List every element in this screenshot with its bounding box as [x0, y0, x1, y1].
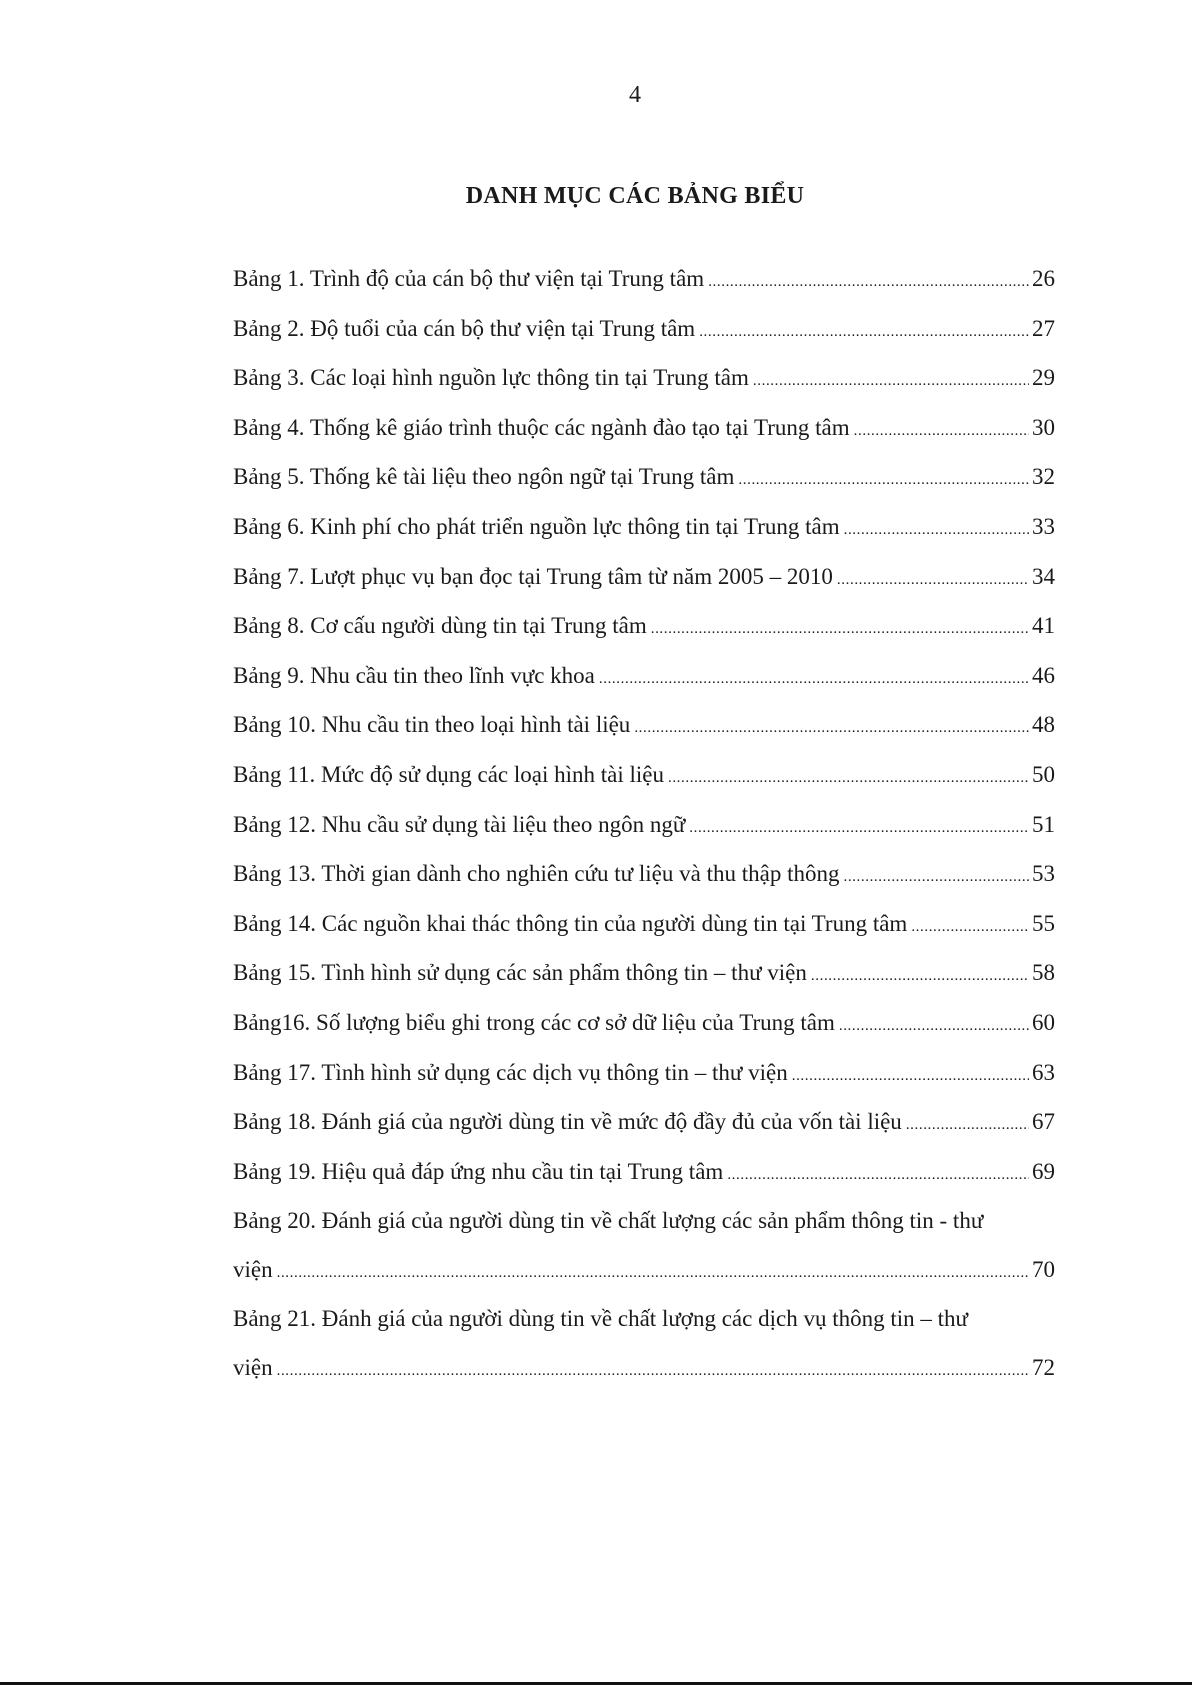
toc-entry-page-number: 46: [1032, 662, 1055, 688]
toc-entry-page-number: 50: [1032, 761, 1055, 787]
toc-entry-row: [233, 800, 1055, 850]
toc-entry-page-number: 48: [1032, 712, 1055, 738]
toc-entry-row: [233, 403, 1055, 453]
toc-entry-row: [233, 700, 1055, 750]
dot-leader: [277, 1347, 1029, 1397]
toc-entry: [233, 1097, 1055, 1147]
toc-entry-row: [233, 1097, 1055, 1147]
dot-leader: [634, 704, 1029, 754]
toc-entry: [233, 403, 1055, 453]
toc-entry-title: Bảng 10. Nhu cầu tin theo loại hình tài liệu: [233, 712, 631, 738]
toc-entry-row: [233, 601, 1055, 651]
toc-entry-title: Bảng 13. Thời gian dành cho nghiên cứu tư liệu và thu thập thông: [233, 861, 840, 887]
toc-entry-page-number: 60: [1032, 1009, 1055, 1035]
toc-entry-row: [233, 998, 1055, 1048]
toc-entry-title: Bảng 19. Hiệu quả đáp ứng nhu cầu tin tại Trung tâm: [233, 1158, 724, 1184]
toc-entry-page-number: 26: [1032, 266, 1055, 291]
toc-entry-row: [233, 1343, 1055, 1393]
toc-entry-row: [233, 552, 1055, 602]
toc-entry-page-number: 51: [1032, 811, 1055, 837]
toc-entry-title: Bảng 11. Mức độ sử dụng các loại hình tài liệu: [233, 761, 664, 787]
toc-entry-page-number: 69: [1032, 1158, 1055, 1184]
toc-entry: [233, 1048, 1055, 1098]
dot-leader: [708, 258, 1029, 308]
dot-leader: [792, 1052, 1029, 1102]
toc-entry-title: viện: [233, 1256, 273, 1282]
toc-entry-title: Bảng 15. Tình hình sử dụng các sản phẩm thông tin – thư viện: [233, 960, 807, 986]
toc-entry-title: Bảng 7. Lượt phục vụ bạn đọc tại Trung tâm từ năm 2005 – 2010: [233, 563, 833, 589]
toc-entry-page-number: 27: [1032, 315, 1055, 341]
toc-entry-page-number: 41: [1032, 613, 1055, 639]
dot-leader: [668, 754, 1029, 804]
dot-leader: [811, 952, 1029, 1002]
toc-entry-page-number: 72: [1032, 1355, 1055, 1381]
toc-entry: [233, 1147, 1055, 1197]
dot-leader: [906, 1101, 1029, 1151]
toc-entry: [233, 998, 1055, 1048]
toc-entry-row: [233, 353, 1055, 403]
toc-entry-row: [233, 452, 1055, 502]
dot-leader: [839, 1002, 1029, 1052]
dot-leader: [854, 407, 1029, 457]
toc-entry-page-number: 29: [1032, 365, 1055, 391]
toc-entry-title: Bảng 9. Nhu cầu tin theo lĩnh vực khoa: [233, 662, 595, 688]
page-title: DANH MỤC CÁC BẢNG BIỂU: [465, 183, 805, 209]
dot-leader: [689, 804, 1029, 854]
dot-leader: [844, 506, 1029, 556]
toc-entry-title: Bảng 18. Đánh giá của người dùng tin về mức độ đầy đủ của vốn tài liệu: [233, 1109, 902, 1135]
toc-entry-title: Bảng 12. Nhu cầu sử dụng tài liệu theo ngôn ngữ: [233, 811, 686, 837]
toc-entry-row: [233, 1245, 1055, 1295]
toc-entry-page-number: 63: [1032, 1059, 1055, 1085]
toc-entry: [233, 849, 1055, 899]
toc-entry: [233, 502, 1055, 552]
toc-entry: [233, 948, 1055, 998]
toc-entry-row: [233, 899, 1055, 949]
toc-entry-row: [233, 1048, 1055, 1098]
toc-entry-page-number: 67: [1032, 1109, 1055, 1135]
toc-entry-title: Bảng 5. Thống kê tài liệu theo ngôn ngữ tại Trung tâm: [233, 464, 735, 490]
dot-leader: [753, 357, 1029, 407]
toc-entry-row: [233, 304, 1055, 354]
toc-entry-page-number: 53: [1032, 861, 1055, 887]
toc-entry: [233, 452, 1055, 502]
table-of-tables: [233, 254, 1055, 1393]
toc-entry: [233, 601, 1055, 651]
toc-entry: [233, 651, 1055, 701]
toc-entry-title: Bảng 17. Tình hình sử dụng các dịch vụ thông tin – thư viện: [233, 1059, 788, 1085]
toc-entry-row: [233, 502, 1055, 552]
dot-leader: [277, 1249, 1029, 1299]
toc-entry-page-number: 30: [1032, 414, 1055, 440]
toc-entry: [233, 800, 1055, 850]
toc-entry-title: Bảng16. Số lượng biểu ghi trong các cơ sở dữ liệu của Trung tâm: [233, 1009, 835, 1035]
toc-entry: [233, 1196, 1055, 1294]
toc-entry-row: [233, 1147, 1055, 1197]
toc-entry-title: Bảng 4. Thống kê giáo trình thuộc các ngành đào tạo tại Trung tâm: [233, 414, 850, 440]
dot-leader: [651, 605, 1029, 655]
toc-entry-row: [233, 651, 1055, 701]
dot-leader: [837, 556, 1029, 606]
toc-entry-page-number: 32: [1032, 464, 1055, 490]
toc-entry-row: [233, 750, 1055, 800]
toc-entry-title: Bảng 8. Cơ cấu người dùng tin tại Trung tâm: [233, 613, 647, 639]
toc-entry: [233, 899, 1055, 949]
toc-entry: [233, 353, 1055, 403]
toc-entry-title: Bảng 3. Các loại hình nguồn lực thông tin tại Trung tâm: [233, 365, 749, 391]
dot-leader: [911, 903, 1029, 953]
toc-entry-page-number: 34: [1032, 563, 1055, 589]
toc-entry-row: [233, 254, 1055, 304]
toc-entry-row: [233, 849, 1055, 899]
toc-entry-title: Bảng 6. Kinh phí cho phát triển nguồn lực thông tin tại Trung tâm: [233, 513, 840, 539]
toc-entry: [233, 304, 1055, 354]
toc-entry-page-number: 33: [1032, 513, 1055, 539]
toc-entry-row: [233, 948, 1055, 998]
toc-entry-title: Bảng 2. Độ tuổi của cán bộ thư viện tại Trung tâm: [233, 315, 696, 341]
dot-leader: [599, 655, 1029, 705]
dot-leader: [699, 308, 1029, 358]
toc-entry-title-line: Bảng 21. Đánh giá của người dùng tin về chất lượng các dịch vụ thông tin – thư: [233, 1306, 968, 1332]
toc-entry-page-number: 70: [1032, 1256, 1055, 1282]
toc-entry: [233, 254, 1055, 304]
toc-entry-page-number: 58: [1032, 960, 1055, 986]
toc-entry-page-number: 55: [1032, 910, 1055, 936]
toc-entry-title: Bảng 14. Các nguồn khai thác thông tin của người dùng tin tại Trung tâm: [233, 910, 908, 936]
toc-entry: [233, 552, 1055, 602]
dot-leader: [738, 456, 1029, 506]
toc-entry: [233, 700, 1055, 750]
page-number: 4: [629, 82, 641, 108]
dot-leader: [843, 853, 1029, 903]
dot-leader: [727, 1151, 1029, 1201]
toc-entry-title: Bảng 1. Trình độ của cán bộ thư viện tại Trung tâm: [233, 266, 705, 291]
toc-entry-title: viện: [233, 1355, 273, 1381]
toc-entry: [233, 1294, 1055, 1392]
toc-entry-title-line: Bảng 20. Đánh giá của người dùng tin về chất lượng các sản phẩm thông tin - thư: [233, 1208, 984, 1234]
toc-entry: [233, 750, 1055, 800]
